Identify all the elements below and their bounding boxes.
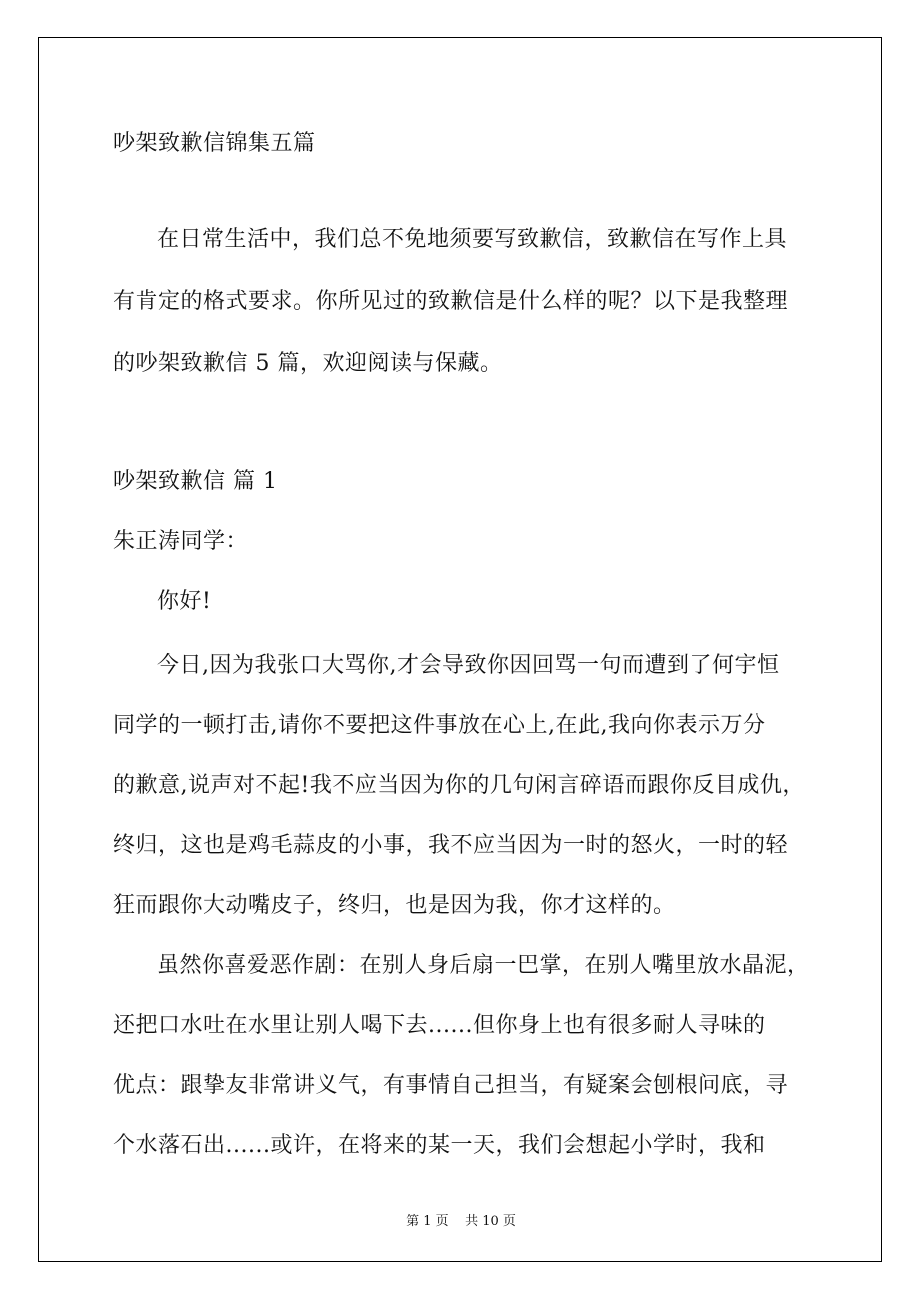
greeting: 你好! <box>157 589 212 614</box>
intro-line-2: 有肯定的格式要求。你所见过的致歉信是什么样的呢？以下是我整理 <box>113 289 789 314</box>
paragraph2-line-2: 还把口水吐在水里让别人喝下去......但你身上也有很多耐人寻味的 <box>113 1013 766 1038</box>
salutation: 朱正涛同学： <box>113 529 249 554</box>
paragraph1-line-4: 终归，这也是鸡毛蒜皮的小事，我不应当因为一时的怒火，一时的轻 <box>113 833 789 858</box>
paragraph2-line-3: 优点：跟挚友非常讲义气，有事情自己担当，有疑案会刨根问底，寻 <box>113 1073 789 1098</box>
paragraph1-line-3: 的歉意,说声对不起!我不应当因为你的几句闲言碎语而跟你反目成仇， <box>113 773 805 798</box>
paragraph1-line-2: 同学的一顿打击,请你不要把这件事放在心上,在此,我向你表示万分 <box>113 713 766 738</box>
page-footer: 第 1 页 共 10 页 <box>406 1214 516 1229</box>
paragraph2-line-1: 虽然你喜爱恶作剧：在别人身后扇一巴掌，在别人嘴里放水晶泥， <box>157 953 810 978</box>
paragraph1-line-1: 今日,因为我张口大骂你,才会导致你因回骂一句而遭到了何宇恒 <box>157 653 780 678</box>
section-heading: 吵架致歉信 篇 1 <box>113 469 278 494</box>
intro-line-1: 在日常生活中，我们总不免地须要写致歉信，致歉信在写作上具 <box>157 227 788 252</box>
paragraph2-line-4: 个水落石出......或许，在将来的某一天，我们会想起小学时，我和 <box>113 1133 766 1158</box>
intro-line-3: 的吵架致歉信 5 篇，欢迎阅读与保藏。 <box>113 351 503 376</box>
paragraph1-line-5: 狂而跟你大动嘴皮子，终归，也是因为我，你才这样的。 <box>113 893 676 918</box>
page-frame <box>38 37 882 1262</box>
document-title: 吵架致歉信锦集五篇 <box>113 131 316 156</box>
